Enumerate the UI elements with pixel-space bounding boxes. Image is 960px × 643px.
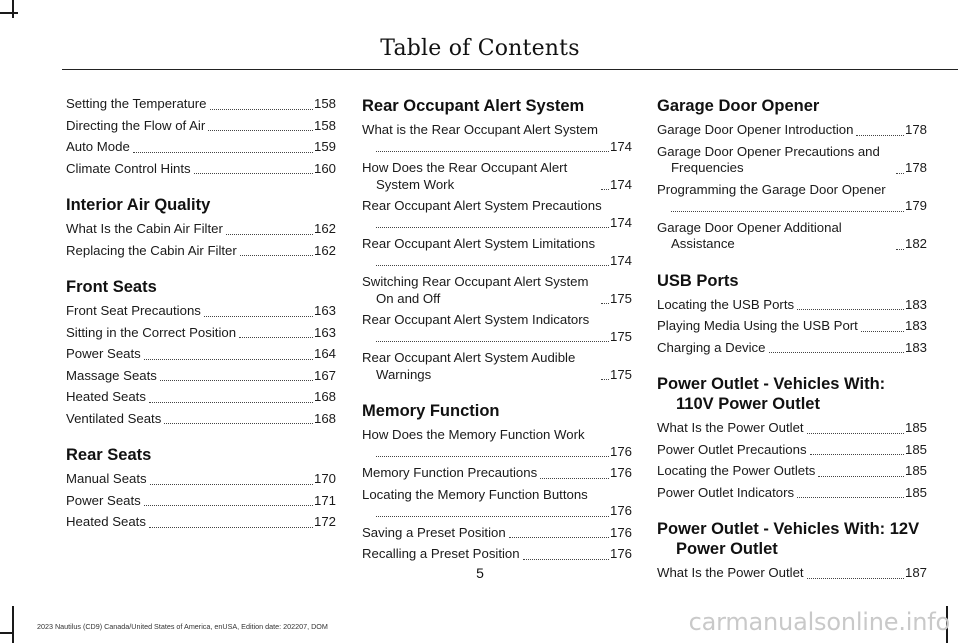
toc-entry-page: 176 [609,443,632,459]
toc-entry-page: 175 [609,328,632,344]
toc-entry-link[interactable] [657,220,927,253]
dot-leader [376,456,609,457]
dot-leader [509,537,609,538]
toc-entry-page: 172 [313,514,336,529]
toc-entry-title: Sitting in the Correct Position [66,324,237,340]
section-heading: Memory Function [362,402,500,420]
dot-leader [861,331,904,332]
toc-entry-page: 182 [904,236,927,251]
section-heading: Garage Door Opener [657,97,820,115]
toc-entry-title: Power Outlet Indicators [657,484,795,500]
toc-entry-page: 185 [904,420,927,435]
toc-section [362,401,632,563]
toc-entry-title: Rear Occupant Alert System Audible Warnings [362,350,576,382]
toc-entry-title: Heated Seats [66,514,146,529]
dot-leader [194,173,313,174]
toc-section [362,96,632,383]
toc-entry-page: 174 [609,138,632,154]
dot-leader [523,559,609,560]
dot-leader [144,359,313,360]
toc-entry-page: 174 [609,214,632,230]
crop-mark-top-left-v [12,0,14,18]
toc-entry-link[interactable] [66,96,336,113]
toc-column-1 [66,96,336,549]
toc-entry-link[interactable] [657,144,927,177]
toc-entry-title: Switching Rear Occupant Alert System On and Off [362,274,589,306]
toc-entry-title: Locating the Power Outlets [657,463,816,478]
toc-entry-link[interactable] [362,274,632,307]
dot-leader-line [362,329,632,346]
toc-entry-link[interactable] [657,182,927,215]
toc-entry-link[interactable] [66,243,336,260]
section-heading: USB Ports [657,271,739,290]
dot-leader [540,478,609,479]
toc-entry-page: 164 [313,346,336,361]
footer-edition-text: 2023 Nautilus (CD9) Canada/United States of America, enUSA, Edition date: 202207, DOM [37,622,328,631]
toc-entry-link[interactable] [362,427,632,460]
toc-entry-page: 185 [904,441,927,457]
toc-entry-page: 174 [609,176,632,192]
toc-entry-title: Auto Mode [66,139,130,154]
toc-entry-link[interactable] [657,463,927,480]
toc-entry-page: 183 [904,318,927,333]
dot-leader-line [362,139,632,156]
dot-leader [601,189,609,190]
toc-entry-page: 178 [904,160,927,175]
toc-entry-page: 162 [313,221,336,236]
toc-entry-page: 159 [313,139,336,154]
toc-entry-link[interactable] [66,368,336,385]
toc-entry-page: 168 [313,389,336,404]
section-heading: Rear Seats [66,446,152,464]
dot-leader [239,337,313,338]
toc-entry-title: Rear Occupant Alert System Limitations [362,236,596,251]
dot-leader [376,151,609,152]
toc-entry-page: 163 [313,324,336,340]
toc-section [657,271,927,357]
toc-entry-link[interactable] [362,312,632,345]
toc-entry-link[interactable] [66,346,336,363]
section-heading: Rear Occupant Alert System [362,97,585,115]
toc-entry-title: What Is the Power Outlet [657,565,804,580]
toc-entry-link[interactable] [66,514,336,531]
dot-leader [376,516,609,517]
toc-entry-link[interactable] [362,160,632,193]
toc-entry-title: Charging a Device [657,339,766,355]
toc-entry-title: Replacing the Cabin Air Filter [66,242,237,258]
toc-entry-title: Climate Control Hints [66,160,191,176]
toc-entry-page: 185 [904,463,927,478]
toc-column-3 [657,96,927,600]
toc-entry-link[interactable] [362,487,632,520]
toc-entry-title: Directing the Flow of Air [66,117,206,133]
toc-entry-link[interactable] [362,546,632,563]
toc-entry-title: Playing Media Using the USB Port [657,318,858,333]
crop-mark-top-left-h [0,12,18,14]
toc-entry-page: 175 [609,366,632,382]
toc-entry-link[interactable] [362,465,632,482]
toc-entry-title: What is the Rear Occupant Alert System [362,122,599,137]
toc-entry-page: 183 [904,339,927,355]
toc-section [657,374,927,501]
dot-leader [133,152,313,153]
toc-entry-link[interactable] [66,303,336,320]
dot-leader [149,527,313,528]
dot-leader [150,484,313,485]
dot-leader-line [657,198,927,215]
dot-leader [810,454,904,455]
toc-entry-link[interactable] [66,411,336,428]
section-heading: Power Outlet - Vehicles With: 110V Power Outlet [657,375,886,413]
dot-leader [797,497,904,498]
toc-entry-title: Setting the Temperature [66,96,207,111]
crop-mark-bottom-left-v [12,606,14,643]
toc-entry-page: 175 [609,290,632,306]
toc-entry-title: Rear Occupant Alert System Precautions [362,198,602,213]
dot-leader [896,249,904,250]
dot-leader [601,379,609,380]
toc-entry-title: Memory Function Precautions [362,465,538,480]
toc-entry-page: 174 [609,252,632,268]
toc-entry-title: What Is the Cabin Air Filter [66,221,223,236]
dot-leader [210,109,313,110]
dot-leader [376,265,609,266]
dot-leader [671,211,904,212]
watermark-logo: carmanualsonline.info [688,608,950,636]
toc-entry-link[interactable] [362,350,632,383]
toc-entry-title: Manual Seats [66,471,147,486]
toc-entry-page: 158 [313,117,336,133]
toc-entry-title: Power Seats [66,492,141,508]
dot-leader [856,135,904,136]
toc-entry-title: Power Seats [66,346,141,361]
toc-entry-page: 187 [904,565,927,580]
toc-entry-link[interactable] [657,420,927,437]
dot-leader-line [362,253,632,270]
dot-leader-line [362,444,632,461]
dot-leader [376,341,609,342]
toc-entry-title: Garage Door Opener Introduction [657,122,854,137]
toc-entry-title: What Is the Power Outlet [657,420,804,435]
toc-section [66,96,336,177]
dot-leader [240,255,313,256]
header-divider [62,69,958,70]
section-heading: Interior Air Quality [66,196,211,214]
toc-entry-link[interactable] [66,471,336,488]
toc-entry-title: How Does the Rear Occupant Alert System Work [362,160,568,192]
dot-leader [376,227,609,228]
toc-entry-page: 170 [313,471,336,486]
toc-entry-page: 171 [313,492,336,508]
section-heading: Power Outlet - Vehicles With: 12V Power Outlet [657,520,920,558]
toc-entry-page: 183 [904,296,927,312]
toc-section [657,96,927,253]
toc-entry-title: Recalling a Preset Position [362,546,520,561]
toc-entry-link[interactable] [66,389,336,406]
toc-entry-title: Power Outlet Precautions [657,441,807,457]
dot-leader [208,130,313,131]
dot-leader [226,234,313,235]
page-number: 5 [476,565,484,581]
section-heading: Front Seats [66,278,157,296]
toc-entry-link[interactable] [66,139,336,156]
toc-column-2 [362,96,632,581]
dot-leader [160,380,313,381]
toc-entry-page: 176 [609,524,632,540]
toc-entry-page: 179 [904,198,927,213]
toc-entry-link[interactable] [362,236,632,269]
dot-leader [807,433,904,434]
toc-entry-link[interactable] [66,221,336,238]
toc-entry-link[interactable] [657,318,927,335]
toc-entry-link[interactable] [657,297,927,314]
toc-entry-link[interactable] [66,325,336,342]
toc-entry-title: Rear Occupant Alert System Indicators [362,312,590,327]
toc-entry-title: Heated Seats [66,389,146,404]
toc-entry-title: Programming the Garage Door Opener [657,181,886,197]
toc-entry-page: 178 [904,122,927,137]
toc-entry-page: 176 [609,465,632,480]
dot-leader [896,173,904,174]
toc-entry-link[interactable] [362,122,632,155]
toc-entry-title: Ventilated Seats [66,410,162,426]
toc-entry-page: 176 [609,503,632,518]
toc-entry-link[interactable] [657,122,927,139]
dot-leader [144,505,313,506]
toc-entry-page: 185 [904,484,927,500]
toc-entry-title: Massage Seats [66,367,157,383]
toc-entry-link[interactable] [362,198,632,231]
toc-entry-title: Front Seat Precautions [66,303,201,318]
toc-entry-link[interactable] [657,485,927,502]
dot-leader [769,352,904,353]
toc-entry-page: 168 [313,410,336,426]
toc-entry-page: 163 [313,303,336,318]
toc-section [66,195,336,259]
toc-entry-page: 160 [313,160,336,176]
dot-leader-line [362,215,632,232]
dot-leader [601,303,609,304]
toc-section [66,445,336,531]
toc-entry-title: Garage Door Opener Precautions and Frequencies [657,143,880,175]
dot-leader-line [362,503,632,520]
toc-entry-page: 167 [313,367,336,383]
dot-leader [797,309,904,310]
toc-entry-page: 158 [313,96,336,111]
toc-entry-title: Locating the Memory Function Buttons [362,486,588,502]
toc-entry-title: How Does the Memory Function Work [362,427,585,442]
dot-leader [164,423,313,424]
dot-leader [818,476,904,477]
toc-entry-link[interactable] [66,118,336,135]
toc-entry-page: 176 [609,546,632,561]
toc-entry-title: Saving a Preset Position [362,524,506,540]
toc-entry-link[interactable] [657,340,927,357]
page-title: Table of Contents [380,36,580,61]
dot-leader [204,316,313,317]
toc-entry-title: Locating the USB Ports [657,296,795,312]
toc-entry-link[interactable] [66,161,336,178]
toc-entry-link[interactable] [657,442,927,459]
toc-entry-title: Garage Door Opener Additional Assistance [657,219,842,251]
toc-entry-link[interactable] [66,493,336,510]
toc-entry-link[interactable] [362,525,632,542]
toc-entry-page: 162 [313,242,336,258]
dot-leader [149,402,313,403]
toc-section [66,277,336,427]
